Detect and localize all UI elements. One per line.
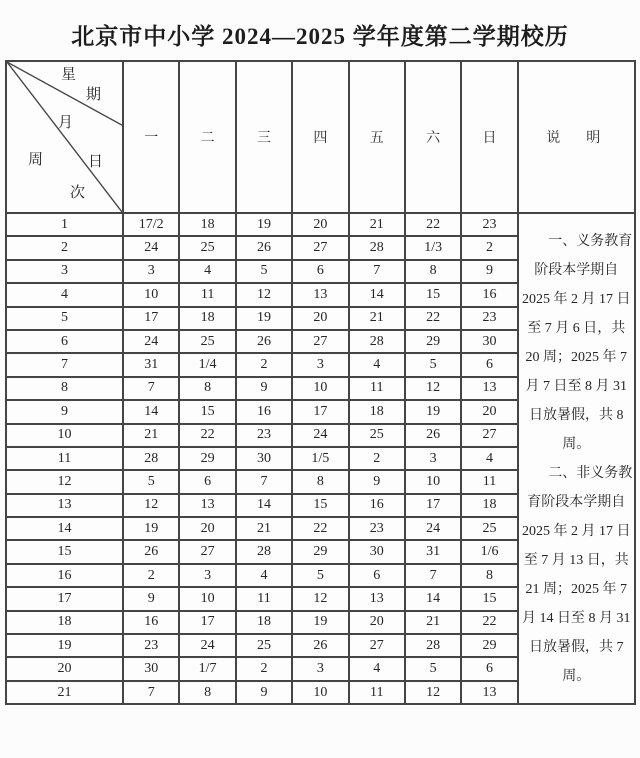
week-number-cell: 19 [6, 634, 123, 657]
date-cell: 18 [179, 307, 235, 330]
week-number-cell: 9 [6, 400, 123, 423]
date-cell: 27 [349, 634, 405, 657]
date-cell: 19 [236, 307, 292, 330]
corner-label-weekday-char2: 期 [86, 87, 102, 103]
date-cell: 24 [292, 424, 348, 447]
date-cell: 10 [179, 587, 235, 610]
date-cell: 31 [123, 353, 179, 376]
date-cell: 13 [292, 283, 348, 306]
date-cell: 21 [123, 424, 179, 447]
diagonal-corner-cell [6, 61, 123, 213]
date-cell: 10 [292, 681, 348, 704]
date-cell: 6 [179, 470, 235, 493]
date-cell: 26 [236, 236, 292, 259]
date-cell: 20 [349, 611, 405, 634]
notes-header: 说 明 [518, 61, 635, 213]
date-cell: 8 [405, 260, 461, 283]
date-cell: 4 [349, 353, 405, 376]
week-number-cell: 17 [6, 587, 123, 610]
week-number-cell: 14 [6, 517, 123, 540]
week-number-cell: 12 [6, 470, 123, 493]
week-number-cell: 11 [6, 447, 123, 470]
date-cell: 9 [349, 470, 405, 493]
date-cell: 12 [405, 377, 461, 400]
date-cell: 20 [292, 307, 348, 330]
date-cell: 26 [236, 330, 292, 353]
header-row [6, 61, 635, 213]
date-cell: 5 [123, 470, 179, 493]
date-cell: 11 [179, 283, 235, 306]
date-cell: 4 [349, 657, 405, 680]
week-number-cell: 8 [6, 377, 123, 400]
day-header-wed: 三 [236, 61, 292, 213]
date-cell: 15 [179, 400, 235, 423]
date-cell: 21 [405, 611, 461, 634]
date-cell: 26 [292, 634, 348, 657]
day-header-fri: 五 [349, 61, 405, 213]
date-cell: 21 [349, 213, 405, 236]
date-cell: 28 [236, 540, 292, 563]
date-cell: 8 [461, 564, 517, 587]
date-cell: 16 [123, 611, 179, 634]
date-cell: 19 [292, 611, 348, 634]
date-cell: 17 [405, 494, 461, 517]
week-number-cell: 10 [6, 424, 123, 447]
date-cell: 28 [123, 447, 179, 470]
date-cell: 29 [461, 634, 517, 657]
date-cell: 19 [405, 400, 461, 423]
date-cell: 2 [349, 447, 405, 470]
date-cell: 2 [461, 236, 517, 259]
date-cell: 6 [349, 564, 405, 587]
calendar-table [5, 60, 636, 705]
date-cell: 19 [123, 517, 179, 540]
date-cell: 1/7 [179, 657, 235, 680]
date-cell: 21 [236, 517, 292, 540]
date-cell: 19 [236, 213, 292, 236]
week-number-cell: 21 [6, 681, 123, 704]
date-cell: 27 [292, 236, 348, 259]
date-cell: 12 [123, 494, 179, 517]
date-cell: 10 [292, 377, 348, 400]
date-cell: 3 [179, 564, 235, 587]
date-cell: 7 [405, 564, 461, 587]
date-cell: 5 [292, 564, 348, 587]
date-cell: 17 [123, 307, 179, 330]
date-cell: 6 [461, 657, 517, 680]
date-cell: 7 [123, 681, 179, 704]
date-cell: 11 [236, 587, 292, 610]
corner-label-week-char1: 周 [28, 152, 44, 168]
date-cell: 18 [179, 213, 235, 236]
date-cell: 13 [461, 377, 517, 400]
date-cell: 4 [179, 260, 235, 283]
date-cell: 7 [236, 470, 292, 493]
date-cell: 28 [349, 236, 405, 259]
date-cell: 3 [292, 353, 348, 376]
date-cell: 22 [405, 307, 461, 330]
corner-label-weekday-char1: 星 [61, 67, 77, 83]
date-cell: 17 [179, 611, 235, 634]
week-number-cell: 18 [6, 611, 123, 634]
corner-label-day: 日 [88, 154, 104, 170]
date-cell: 12 [292, 587, 348, 610]
page-title: 北京市中小学 2024—2025 学年度第二学期校历 [71, 24, 569, 49]
date-cell: 24 [179, 634, 235, 657]
date-cell: 14 [349, 283, 405, 306]
date-cell: 13 [461, 681, 517, 704]
date-cell: 9 [123, 587, 179, 610]
week-number-cell: 3 [6, 260, 123, 283]
date-cell: 29 [405, 330, 461, 353]
day-header-sun: 日 [461, 61, 517, 213]
date-cell: 30 [349, 540, 405, 563]
date-cell: 8 [179, 377, 235, 400]
date-cell: 3 [123, 260, 179, 283]
date-cell: 28 [405, 634, 461, 657]
date-cell: 27 [179, 540, 235, 563]
date-cell: 1/6 [461, 540, 517, 563]
date-cell: 17 [292, 400, 348, 423]
date-cell: 1/3 [405, 236, 461, 259]
date-cell: 30 [123, 657, 179, 680]
date-cell: 1/4 [179, 353, 235, 376]
notes-cell [518, 213, 635, 704]
date-cell: 17/2 [123, 213, 179, 236]
date-cell: 22 [292, 517, 348, 540]
date-cell: 25 [179, 236, 235, 259]
date-cell: 24 [405, 517, 461, 540]
date-cell: 9 [236, 681, 292, 704]
note-paragraph: 一、义务教育阶段本学期自 2025 年 2 月 17 日至 7 月 6 日，共 20 周；2025 年 7 月 7 日至 8 月 31 日放暑假，共 8 周。 [521, 233, 633, 452]
date-cell: 13 [349, 587, 405, 610]
date-cell: 3 [292, 657, 348, 680]
corner-label-month: 月 [58, 115, 74, 131]
day-header-thu: 四 [292, 61, 348, 213]
date-cell: 3 [405, 447, 461, 470]
date-cell: 4 [461, 447, 517, 470]
date-cell: 18 [236, 611, 292, 634]
date-cell: 21 [349, 307, 405, 330]
date-cell: 16 [236, 400, 292, 423]
date-cell: 23 [461, 307, 517, 330]
date-cell: 12 [405, 681, 461, 704]
date-cell: 18 [349, 400, 405, 423]
date-cell: 26 [405, 424, 461, 447]
date-cell: 31 [405, 540, 461, 563]
date-cell: 7 [349, 260, 405, 283]
date-cell: 25 [236, 634, 292, 657]
date-cell: 28 [349, 330, 405, 353]
date-cell: 8 [179, 681, 235, 704]
date-cell: 15 [405, 283, 461, 306]
date-cell: 1/5 [292, 447, 348, 470]
date-cell: 11 [461, 470, 517, 493]
date-cell: 9 [236, 377, 292, 400]
week-number-cell: 15 [6, 540, 123, 563]
date-cell: 22 [179, 424, 235, 447]
date-cell: 25 [179, 330, 235, 353]
date-cell: 12 [236, 283, 292, 306]
date-cell: 14 [405, 587, 461, 610]
date-cell: 2 [236, 657, 292, 680]
week-number-cell: 13 [6, 494, 123, 517]
date-cell: 16 [349, 494, 405, 517]
date-cell: 2 [123, 564, 179, 587]
date-cell: 14 [123, 400, 179, 423]
date-cell: 30 [461, 330, 517, 353]
date-cell: 27 [461, 424, 517, 447]
date-cell: 10 [123, 283, 179, 306]
day-header-sat: 六 [405, 61, 461, 213]
date-cell: 22 [405, 213, 461, 236]
date-cell: 16 [461, 283, 517, 306]
date-cell: 25 [461, 517, 517, 540]
diagonal-lines [7, 62, 122, 212]
date-cell: 4 [236, 564, 292, 587]
date-cell: 6 [292, 260, 348, 283]
date-cell: 15 [461, 587, 517, 610]
date-cell: 8 [292, 470, 348, 493]
date-cell: 23 [349, 517, 405, 540]
day-header-mon: 一 [123, 61, 179, 213]
date-cell: 20 [292, 213, 348, 236]
date-cell: 24 [123, 236, 179, 259]
date-cell: 7 [123, 377, 179, 400]
date-cell: 27 [292, 330, 348, 353]
week-number-cell: 16 [6, 564, 123, 587]
date-cell: 23 [236, 424, 292, 447]
table-row [6, 213, 635, 236]
date-cell: 14 [236, 494, 292, 517]
week-number-cell: 1 [6, 213, 123, 236]
date-cell: 5 [405, 657, 461, 680]
week-number-cell: 20 [6, 657, 123, 680]
date-cell: 20 [179, 517, 235, 540]
date-cell: 9 [461, 260, 517, 283]
date-cell: 11 [349, 681, 405, 704]
date-cell: 5 [236, 260, 292, 283]
note-paragraph: 二、非义务教育阶段本学期自 2025 年 2 月 17 日至 7 月 13 日，共 21 周；2025 年 7 月 14 日至 8 月 31 日放暑假，共 7 周。 [521, 465, 633, 684]
week-number-cell: 7 [6, 353, 123, 376]
day-header-tue: 二 [179, 61, 235, 213]
date-cell: 24 [123, 330, 179, 353]
date-cell: 26 [123, 540, 179, 563]
date-cell: 18 [461, 494, 517, 517]
date-cell: 25 [349, 424, 405, 447]
date-cell: 23 [123, 634, 179, 657]
date-cell: 13 [179, 494, 235, 517]
date-cell: 10 [405, 470, 461, 493]
week-number-cell: 5 [6, 307, 123, 330]
week-number-cell: 2 [6, 236, 123, 259]
date-cell: 22 [461, 611, 517, 634]
date-cell: 5 [405, 353, 461, 376]
date-cell: 29 [179, 447, 235, 470]
date-cell: 20 [461, 400, 517, 423]
date-cell: 11 [349, 377, 405, 400]
date-cell: 23 [461, 213, 517, 236]
week-number-cell: 6 [6, 330, 123, 353]
date-cell: 15 [292, 494, 348, 517]
corner-label-week-char2: 次 [70, 185, 86, 201]
date-cell: 6 [461, 353, 517, 376]
date-cell: 2 [236, 353, 292, 376]
week-number-cell: 4 [6, 283, 123, 306]
date-cell: 29 [292, 540, 348, 563]
date-cell: 30 [236, 447, 292, 470]
